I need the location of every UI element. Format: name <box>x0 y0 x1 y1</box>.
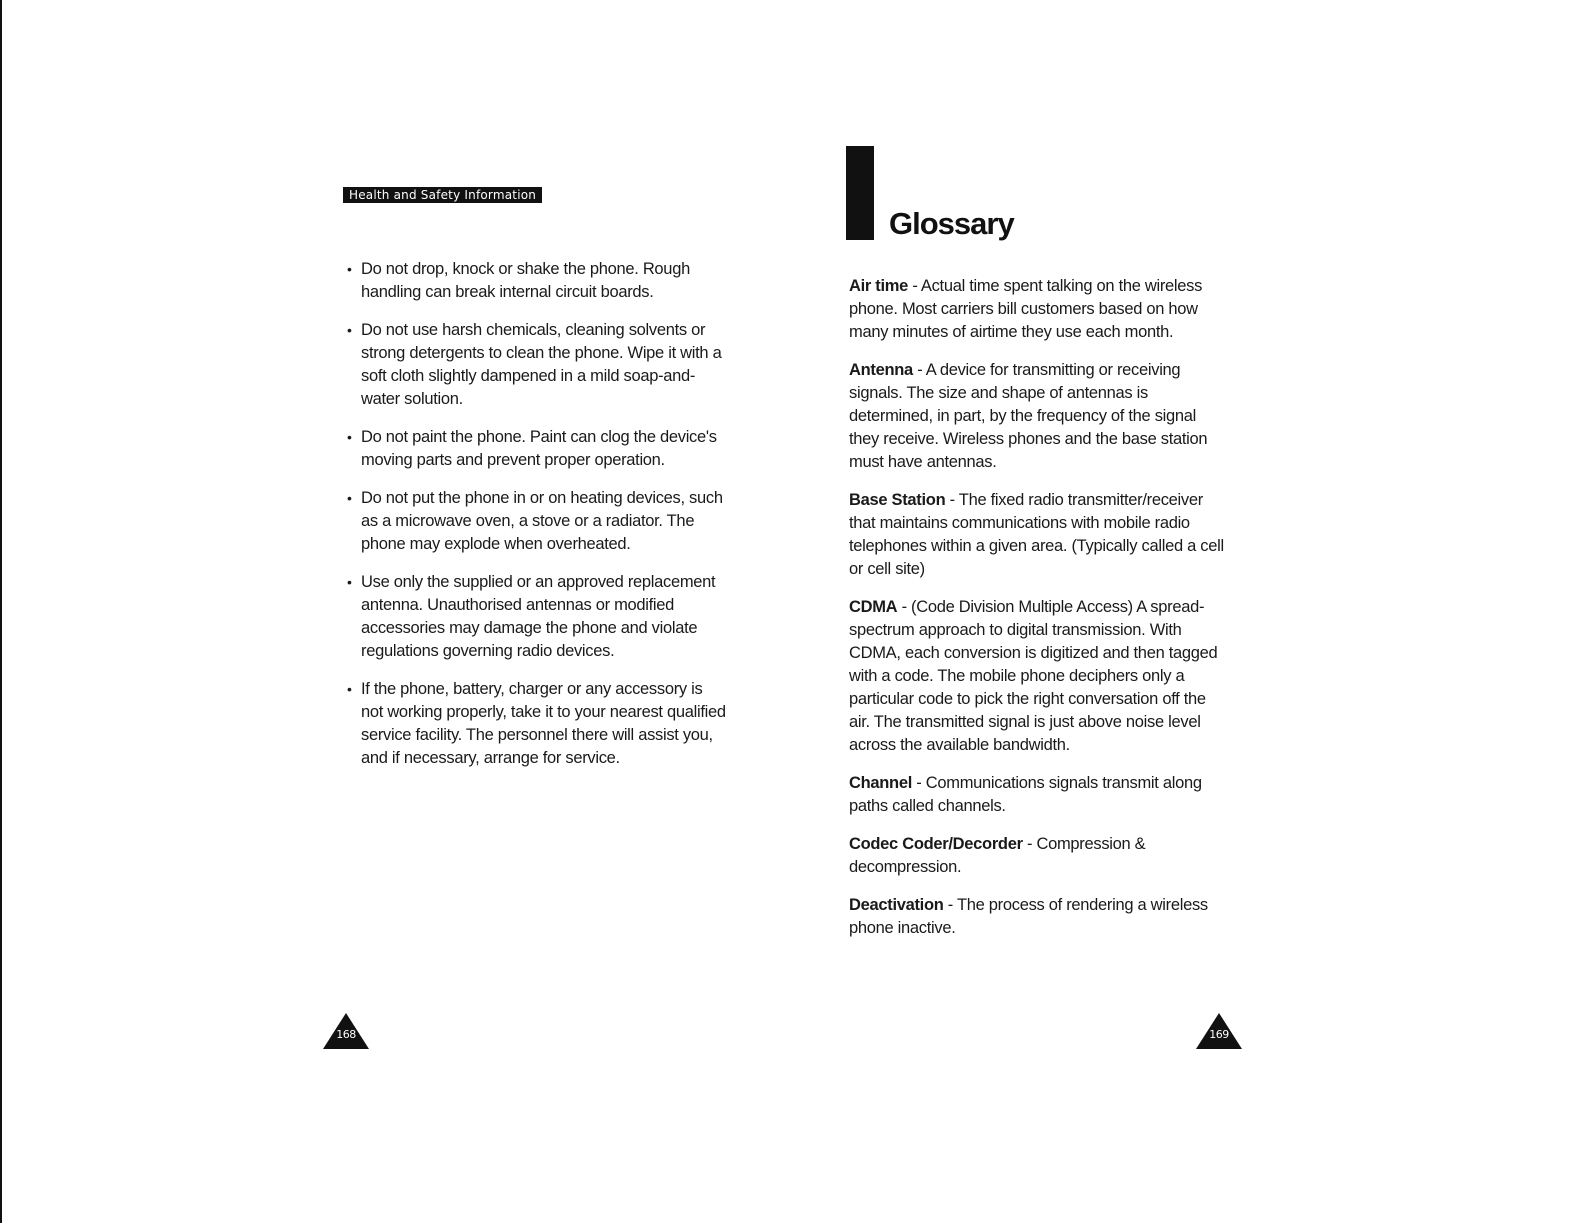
glossary-entry-air-time <box>849 275 1224 344</box>
bullet-icon: • <box>347 429 352 445</box>
page-number-text: 168 <box>336 1028 356 1041</box>
glossary-entry-base-station <box>849 489 1224 581</box>
page-number-right <box>1196 1013 1242 1049</box>
glossary-term: Antenna <box>849 361 913 379</box>
glossary-term: Channel <box>849 774 912 792</box>
glossary-entry-codec <box>849 833 1224 879</box>
glossary-term: Codec Coder/Decorder <box>849 835 1023 853</box>
page-title: Glossary <box>889 206 1014 241</box>
glossary-entry-deactivation <box>849 894 1224 940</box>
bullet-icon: • <box>347 261 352 277</box>
glossary-entry-antenna <box>849 359 1224 474</box>
glossary-definition: - Communications signals transmit along paths called channels. <box>849 774 1202 815</box>
list-item: • If the phone, battery, charger or any accessory is not working properly, take it to your nearest qualified service facility. The personnel there will assist you, and if necessary, arrange for service. <box>347 680 726 767</box>
scan-edge-line <box>0 0 2 1223</box>
safety-bullet-list <box>347 258 727 785</box>
bullet-icon: • <box>347 681 352 697</box>
list-item: • Do not put the phone in or on heating devices, such as a microwave oven, a stove or a radiator. The phone may explode when overheated. <box>347 489 723 553</box>
glossary-entry-channel <box>849 772 1224 818</box>
glossary-definition: - Actual time spent talking on the wireless phone. Most carriers bill customers based on how many minutes of airtime they use each month. <box>849 277 1203 341</box>
glossary-definition: - The process of rendering a wireless phone inactive. <box>849 896 1208 937</box>
glossary-term: Air time <box>849 277 909 295</box>
list-item: • Do not drop, knock or shake the phone. Rough handling can break internal circuit boards. <box>347 260 690 301</box>
page-number-left <box>323 1013 369 1049</box>
glossary-term: CDMA <box>849 598 898 616</box>
page-number-text: 169 <box>1209 1028 1229 1041</box>
glossary-definition: - Compression & decompression. <box>849 835 1146 876</box>
glossary-definition: - (Code Division Multiple Access) A spread-spectrum approach to digital transmission. With CDMA, each conversion is digitized and then tagged with a code. The mobile phone deciphers only a particular code to pick the right conversation off the air. The transmitted signal is just above noise level across the available bandwidth. <box>849 598 1218 754</box>
glossary-term: Deactivation <box>849 896 944 914</box>
glossary-entry-cdma <box>849 596 1224 757</box>
bullet-icon: • <box>347 574 352 590</box>
glossary-definition: - A device for transmitting or receiving signals. The size and shape of antennas is determined, in part, by the frequency of the signal they receive. Wireless phones and the base station must have antennas. <box>849 361 1208 471</box>
chapter-marker-bar <box>846 146 874 240</box>
bullet-icon: • <box>347 490 352 506</box>
glossary-definition: - The fixed radio transmitter/receiver that maintains communications with mobile radio telephones within a given area. (Typically called a cell or cell site) <box>849 491 1224 578</box>
list-item: • Do not paint the phone. Paint can clog the device's moving parts and prevent proper operation. <box>347 428 717 469</box>
section-header-tag: Health and Safety Information <box>343 187 542 203</box>
glossary-term: Base Station <box>849 491 946 509</box>
list-item: • Use only the supplied or an approved replacement antenna. Unauthorised antennas or modified accessories may damage the phone and violate regulations governing radio devices. <box>347 573 716 660</box>
list-item: • Do not use harsh chemicals, cleaning solvents or strong detergents to clean the phone. Wipe it with a soft cloth slightly dampened in a mild soap-and-water solution. <box>347 321 722 408</box>
bullet-icon: • <box>347 322 352 338</box>
glossary-entries <box>849 275 1224 955</box>
